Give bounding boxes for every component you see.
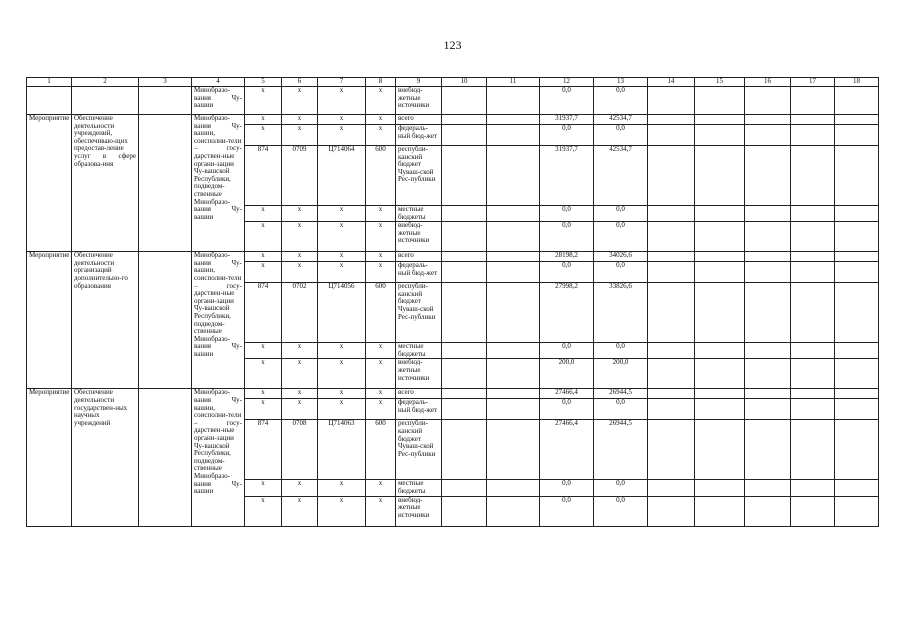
code-cell: x (366, 206, 396, 222)
code-cell: x (245, 359, 282, 389)
empty-cell (791, 87, 835, 115)
event-type-cell (27, 87, 72, 115)
header-cell: 9 (396, 78, 442, 87)
empty-cell (442, 359, 487, 389)
value-cell: 33826,6 (594, 283, 648, 343)
empty-cell (487, 389, 540, 399)
funding-source-cell: внебюд-жетные источники (396, 359, 442, 389)
code-cell: x (282, 399, 318, 420)
empty-cell (648, 222, 695, 252)
empty-cell (695, 480, 745, 496)
empty-cell (442, 222, 487, 252)
code-cell: x (318, 115, 366, 125)
empty-cell (835, 389, 879, 399)
value-cell: 31937,7 (540, 146, 594, 206)
empty-cell (487, 359, 540, 389)
code-cell: x (366, 480, 396, 496)
empty-cell (487, 496, 540, 526)
value-cell: 31937,7 (540, 115, 594, 125)
empty-cell (487, 283, 540, 343)
empty-cell (791, 399, 835, 420)
empty-cell (835, 87, 879, 115)
empty-cell (442, 115, 487, 125)
funding-source-cell: всего (396, 389, 442, 399)
empty-cell (695, 343, 745, 359)
code-cell: x (245, 87, 282, 115)
empty-cell (835, 146, 879, 206)
empty-cell (695, 262, 745, 283)
code-cell: x (245, 262, 282, 283)
code-cell: 0708 (282, 420, 318, 480)
empty-cell (791, 222, 835, 252)
code-cell: x (282, 252, 318, 262)
empty-cell (487, 206, 540, 222)
empty-cell (442, 343, 487, 359)
empty-cell (791, 206, 835, 222)
empty-cell (648, 420, 695, 480)
funding-source-cell: внебюд-жетные источники (396, 496, 442, 526)
empty-cell (835, 125, 879, 146)
value-cell: 0,0 (594, 496, 648, 526)
empty-cell (695, 283, 745, 343)
value-cell: 42534,7 (594, 146, 648, 206)
code-cell: x (318, 389, 366, 399)
empty-cell (648, 399, 695, 420)
empty-cell (835, 283, 879, 343)
empty-cell (695, 146, 745, 206)
code-cell: 0709 (282, 146, 318, 206)
code-cell: x (245, 399, 282, 420)
funding-source-cell: местные бюджеты (396, 343, 442, 359)
empty-cell (695, 222, 745, 252)
empty-cell (835, 115, 879, 125)
value-cell: 42534,7 (594, 115, 648, 125)
empty-cell (835, 399, 879, 420)
code-cell: x (318, 262, 366, 283)
header-cell: 6 (282, 78, 318, 87)
empty-cell (648, 115, 695, 125)
value-cell: 200,0 (594, 359, 648, 389)
code-cell: x (318, 222, 366, 252)
empty-cell (442, 399, 487, 420)
empty-cell (745, 399, 791, 420)
value-cell: 28198,2 (540, 252, 594, 262)
value-cell: 27466,4 (540, 389, 594, 399)
empty-cell (648, 359, 695, 389)
code-cell: x (366, 252, 396, 262)
header-cell: 1 (27, 78, 72, 87)
empty-cell (791, 262, 835, 283)
value-cell: 0,0 (594, 399, 648, 420)
empty-cell (442, 206, 487, 222)
header-cell: 4 (192, 78, 245, 87)
budget-table (26, 77, 879, 527)
code-cell: x (245, 222, 282, 252)
empty-cell (139, 87, 192, 115)
header-cell: 15 (695, 78, 745, 87)
empty-cell (648, 87, 695, 115)
code-cell: x (318, 252, 366, 262)
empty-cell (835, 420, 879, 480)
value-cell: 34026,6 (594, 252, 648, 262)
empty-cell (139, 252, 192, 389)
event-name-cell: Обеспечение деятельности учреждений, обеспечиваю-щих предостав-ление услуг в сфере образова-ния (72, 115, 139, 252)
empty-cell (791, 389, 835, 399)
code-cell: x (282, 87, 318, 115)
header-cell: 2 (72, 78, 139, 87)
empty-cell (695, 125, 745, 146)
funding-source-cell: местные бюджеты (396, 206, 442, 222)
empty-cell (487, 420, 540, 480)
funding-source-cell: федераль-ный бюд-жет (396, 125, 442, 146)
event-name-cell (72, 87, 139, 115)
event-name-cell: Обеспечение деятельности государствен-ных научных учреждений (72, 389, 139, 526)
header-row (27, 78, 879, 87)
executor-cell: Минобразо-вания Чу-вашии (192, 87, 245, 115)
empty-cell (648, 480, 695, 496)
empty-cell (648, 125, 695, 146)
code-cell: x (245, 480, 282, 496)
table-row (27, 252, 879, 262)
code-cell: x (245, 125, 282, 146)
funding-source-cell: местные бюджеты (396, 480, 442, 496)
empty-cell (442, 283, 487, 343)
empty-cell (442, 496, 487, 526)
value-cell: 26944,5 (594, 420, 648, 480)
empty-cell (442, 262, 487, 283)
header-cell: 5 (245, 78, 282, 87)
funding-source-cell: федераль-ный бюд-жет (396, 262, 442, 283)
empty-cell (745, 359, 791, 389)
value-cell: 27998,2 (540, 283, 594, 343)
header-cell: 16 (745, 78, 791, 87)
empty-cell (442, 87, 487, 115)
value-cell: 0,0 (594, 343, 648, 359)
value-cell: 0,0 (540, 399, 594, 420)
event-type-cell: Мероприятие (27, 389, 72, 526)
empty-cell (442, 125, 487, 146)
funding-source-cell: республи-канский бюджет Чуваш-ской Рес-публики (396, 283, 442, 343)
value-cell: 200,0 (540, 359, 594, 389)
event-type-cell: Мероприятие (27, 252, 72, 389)
code-cell: x (245, 343, 282, 359)
header-cell: 18 (835, 78, 879, 87)
empty-cell (648, 252, 695, 262)
code-cell: x (282, 359, 318, 389)
empty-cell (745, 389, 791, 399)
funding-source-cell: внебюд-жетные источники (396, 222, 442, 252)
code-cell: x (245, 115, 282, 125)
empty-cell (648, 389, 695, 399)
empty-cell (745, 222, 791, 252)
code-cell: 600 (366, 420, 396, 480)
code-cell: x (245, 206, 282, 222)
header-cell: 17 (791, 78, 835, 87)
table-row (27, 389, 879, 399)
code-cell: x (366, 125, 396, 146)
empty-cell (648, 262, 695, 283)
code-cell: x (282, 115, 318, 125)
code-cell: 874 (245, 420, 282, 480)
code-cell: x (245, 389, 282, 399)
code-cell: x (318, 87, 366, 115)
code-cell: x (282, 222, 318, 252)
empty-cell (791, 420, 835, 480)
empty-cell (835, 262, 879, 283)
empty-cell (791, 252, 835, 262)
header-cell: 14 (648, 78, 695, 87)
empty-cell (487, 87, 540, 115)
empty-cell (835, 343, 879, 359)
funding-source-cell: республи-канский бюджет Чуваш-ской Рес-публики (396, 420, 442, 480)
empty-cell (695, 206, 745, 222)
value-cell: 0,0 (540, 480, 594, 496)
empty-cell (487, 399, 540, 420)
table-row (27, 115, 879, 125)
value-cell: 0,0 (540, 206, 594, 222)
empty-cell (791, 359, 835, 389)
code-cell: 874 (245, 283, 282, 343)
empty-cell (791, 343, 835, 359)
code-cell: x (366, 222, 396, 252)
code-cell: 600 (366, 146, 396, 206)
funding-source-cell: республи-канский бюджет Чуваш-ской Рес-публики (396, 146, 442, 206)
code-cell: x (318, 343, 366, 359)
empty-cell (695, 115, 745, 125)
empty-cell (835, 222, 879, 252)
empty-cell (487, 252, 540, 262)
header-cell: 3 (139, 78, 192, 87)
code-cell: x (318, 125, 366, 146)
header-cell: 11 (487, 78, 540, 87)
code-cell: x (245, 252, 282, 262)
empty-cell (835, 359, 879, 389)
code-cell: x (366, 262, 396, 283)
empty-cell (745, 496, 791, 526)
value-cell: 0,0 (594, 206, 648, 222)
empty-cell (487, 480, 540, 496)
empty-cell (745, 87, 791, 115)
empty-cell (745, 420, 791, 480)
value-cell: 27466,4 (540, 420, 594, 480)
code-cell: x (282, 262, 318, 283)
empty-cell (487, 115, 540, 125)
code-cell: 0702 (282, 283, 318, 343)
value-cell: 0,0 (540, 262, 594, 283)
empty-cell (139, 115, 192, 252)
empty-cell (648, 283, 695, 343)
code-cell: 600 (366, 283, 396, 343)
code-cell: x (366, 115, 396, 125)
code-cell: x (282, 125, 318, 146)
value-cell: 0,0 (594, 262, 648, 283)
empty-cell (487, 262, 540, 283)
code-cell: x (366, 389, 396, 399)
value-cell: 0,0 (594, 480, 648, 496)
value-cell: 0,0 (540, 222, 594, 252)
code-cell: x (245, 496, 282, 526)
empty-cell (442, 252, 487, 262)
executor-cell: Минобразо-вания Чу-вашии, соисполни-тели – госу-дарствен-ные органи-зации Чу-вашской Республики, подведом-ственные Минобразо-вания Чу-вашии (192, 389, 245, 526)
empty-cell (791, 480, 835, 496)
page-number: 123 (443, 38, 462, 52)
empty-cell (695, 252, 745, 262)
code-cell: x (366, 87, 396, 115)
empty-cell (695, 389, 745, 399)
empty-cell (648, 343, 695, 359)
empty-cell (745, 252, 791, 262)
empty-cell (442, 146, 487, 206)
table-row (27, 87, 879, 115)
executor-cell: Минобразо-вания Чу-вашии, соисполни-тели – госу-дарствен-ные органи-зации Чу-вашской Республики, подведом-ственные Минобразо-вания Чу-вашии (192, 252, 245, 389)
empty-cell (745, 206, 791, 222)
empty-cell (791, 496, 835, 526)
empty-cell (695, 399, 745, 420)
empty-cell (695, 359, 745, 389)
empty-cell (745, 115, 791, 125)
empty-cell (648, 496, 695, 526)
empty-cell (695, 496, 745, 526)
code-cell: x (282, 206, 318, 222)
value-cell: 0,0 (594, 125, 648, 146)
empty-cell (791, 283, 835, 343)
value-cell: 0,0 (540, 125, 594, 146)
empty-cell (745, 125, 791, 146)
empty-cell (835, 480, 879, 496)
value-cell: 0,0 (540, 496, 594, 526)
code-cell: 874 (245, 146, 282, 206)
code-cell: x (366, 399, 396, 420)
empty-cell (745, 146, 791, 206)
empty-cell (745, 480, 791, 496)
empty-cell (442, 420, 487, 480)
funding-source-cell: федераль-ный бюд-жет (396, 399, 442, 420)
code-cell: Ц714063 (318, 420, 366, 480)
value-cell: 0,0 (540, 87, 594, 115)
header-cell: 12 (540, 78, 594, 87)
empty-cell (745, 283, 791, 343)
code-cell: x (282, 480, 318, 496)
empty-cell (835, 206, 879, 222)
empty-cell (487, 146, 540, 206)
code-cell: x (318, 206, 366, 222)
empty-cell (745, 343, 791, 359)
code-cell: x (318, 359, 366, 389)
event-name-cell: Обеспечение деятельности организаций дополнительно-го образования (72, 252, 139, 389)
event-type-cell: Мероприятие (27, 115, 72, 252)
empty-cell (648, 146, 695, 206)
value-cell: 0,0 (540, 343, 594, 359)
value-cell: 0,0 (594, 87, 648, 115)
code-cell: Ц714064 (318, 146, 366, 206)
funding-source-cell: внебюд-жетные источники (396, 87, 442, 115)
empty-cell (791, 115, 835, 125)
header-cell: 13 (594, 78, 648, 87)
empty-cell (835, 496, 879, 526)
empty-cell (442, 480, 487, 496)
empty-cell (442, 389, 487, 399)
empty-cell (835, 252, 879, 262)
code-cell: x (366, 496, 396, 526)
empty-cell (745, 262, 791, 283)
empty-cell (791, 125, 835, 146)
empty-cell (695, 87, 745, 115)
empty-cell (791, 146, 835, 206)
empty-cell (648, 206, 695, 222)
empty-cell (487, 222, 540, 252)
empty-cell (695, 420, 745, 480)
code-cell: x (318, 496, 366, 526)
header-cell: 7 (318, 78, 366, 87)
value-cell: 0,0 (594, 222, 648, 252)
funding-source-cell: всего (396, 115, 442, 125)
code-cell: x (282, 343, 318, 359)
code-cell: x (366, 343, 396, 359)
empty-cell (487, 125, 540, 146)
empty-cell (487, 343, 540, 359)
code-cell: Ц714056 (318, 283, 366, 343)
code-cell: x (318, 480, 366, 496)
executor-cell: Минобразо-вания Чу-вашии, соисполни-тели – госу-дарствен-ные органи-зации Чу-вашской Республики, подведом-ственные Минобразо-вания Чу-вашии (192, 115, 245, 252)
funding-source-cell: всего (396, 252, 442, 262)
code-cell: x (318, 399, 366, 420)
code-cell: x (282, 389, 318, 399)
value-cell: 26944,5 (594, 389, 648, 399)
header-cell: 10 (442, 78, 487, 87)
code-cell: x (282, 496, 318, 526)
empty-cell (139, 389, 192, 526)
code-cell: x (366, 359, 396, 389)
header-cell: 8 (366, 78, 396, 87)
